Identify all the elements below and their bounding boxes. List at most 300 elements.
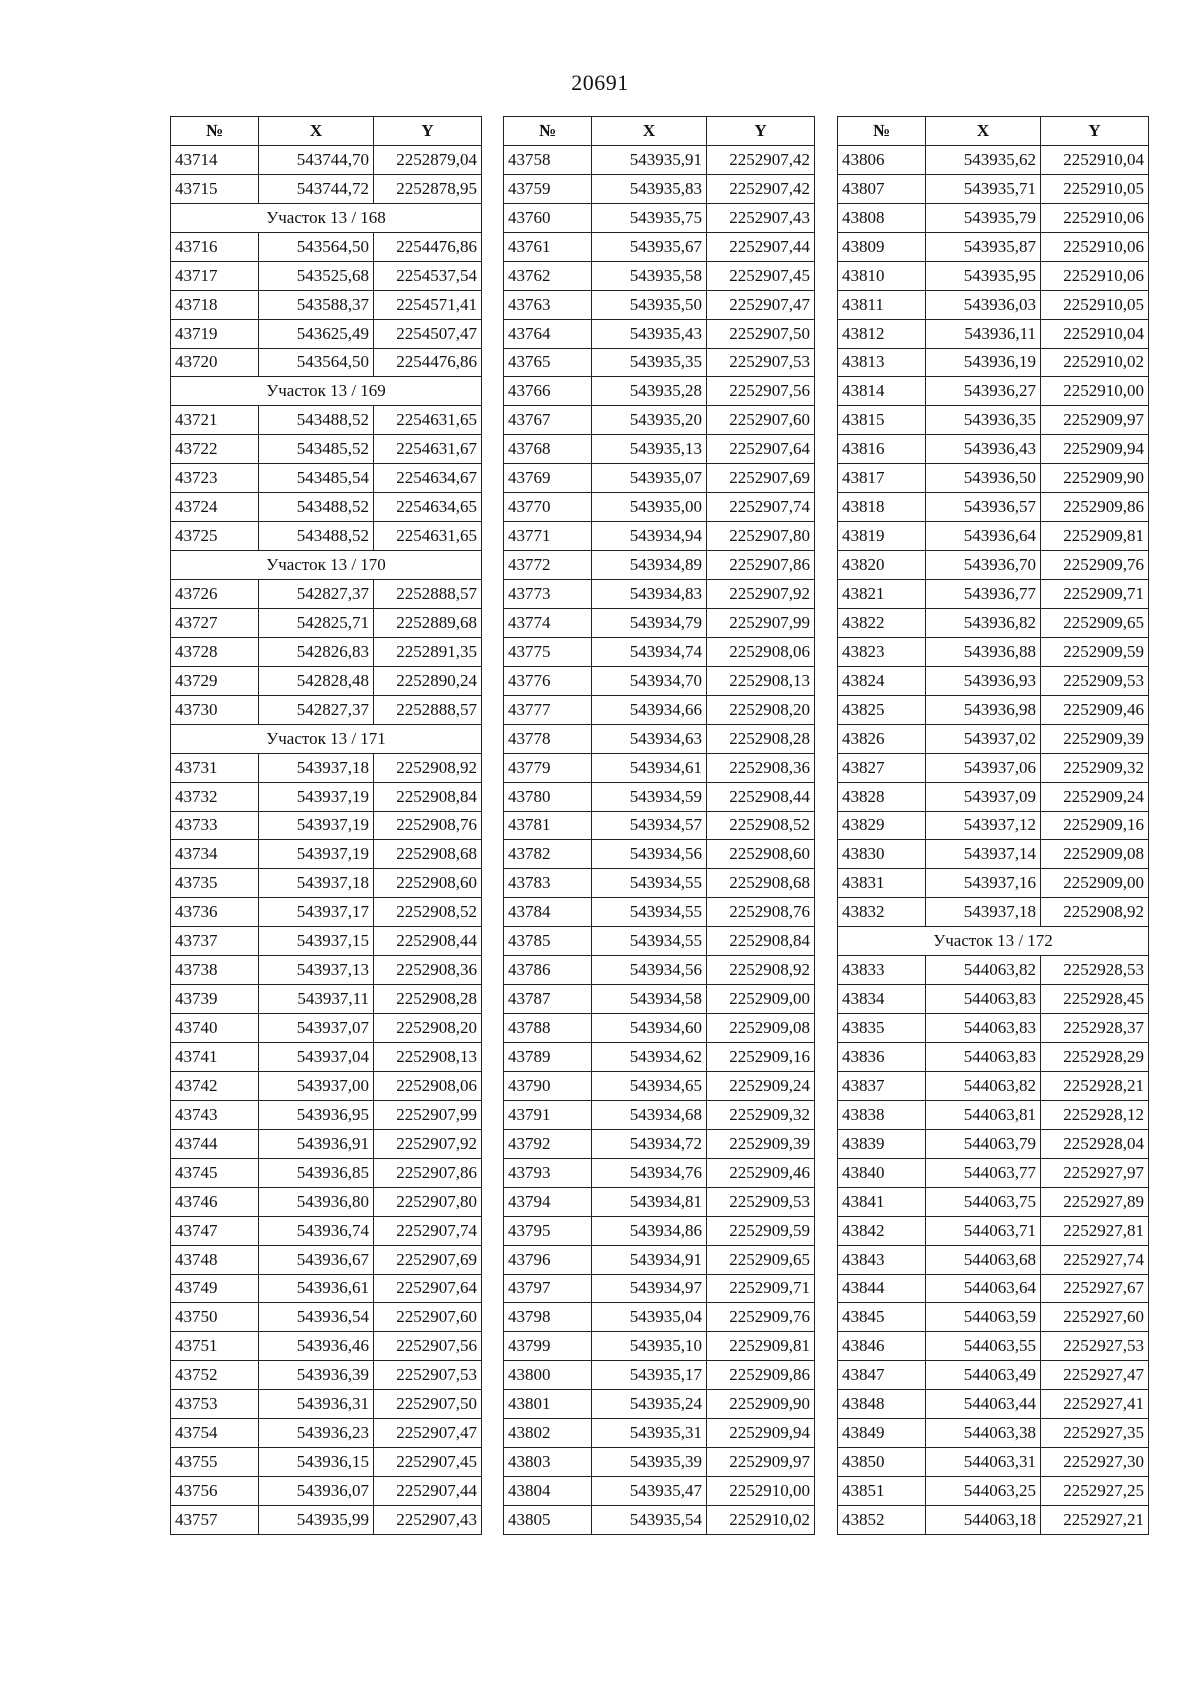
x-coordinate-cell: 543937,07	[259, 1014, 374, 1043]
y-coordinate-cell: 2252907,50	[707, 319, 815, 348]
y-coordinate-cell: 2252907,92	[374, 1129, 482, 1158]
x-coordinate-cell: 543934,79	[592, 608, 707, 637]
point-number-cell: 43815	[838, 406, 926, 435]
point-number-cell: 43824	[838, 666, 926, 695]
x-coordinate-cell: 543588,37	[259, 290, 374, 319]
point-number-cell: 43787	[504, 985, 592, 1014]
table-header	[838, 117, 1149, 146]
point-number-cell: 43777	[504, 695, 592, 724]
y-coordinate-cell: 2252908,92	[707, 956, 815, 985]
y-coordinate-cell: 2252907,92	[707, 580, 815, 609]
table-row	[171, 1129, 482, 1158]
y-coordinate-cell: 2252928,45	[1041, 985, 1149, 1014]
table-row	[504, 753, 815, 782]
y-coordinate-cell: 2252908,36	[707, 753, 815, 782]
x-coordinate-cell: 543934,72	[592, 1129, 707, 1158]
y-coordinate-cell: 2252910,05	[1041, 174, 1149, 203]
x-coordinate-cell: 543936,15	[259, 1448, 374, 1477]
page-number: 20691	[571, 70, 629, 95]
table-row	[504, 811, 815, 840]
table-row	[838, 232, 1149, 261]
x-coordinate-cell: 543935,50	[592, 290, 707, 319]
table-row	[838, 1071, 1149, 1100]
table-row	[838, 145, 1149, 174]
table-row	[504, 464, 815, 493]
y-coordinate-cell: 2252908,28	[707, 724, 815, 753]
y-coordinate-cell: 2254476,86	[374, 348, 482, 377]
point-number-cell: 43838	[838, 1100, 926, 1129]
point-number-cell: 43758	[504, 145, 592, 174]
section-row	[171, 203, 482, 232]
y-coordinate-cell: 2252907,47	[374, 1419, 482, 1448]
table-row	[838, 869, 1149, 898]
x-coordinate-cell: 543744,70	[259, 145, 374, 174]
x-coordinate-cell: 542828,48	[259, 666, 374, 695]
point-number-cell: 43773	[504, 580, 592, 609]
header-y: Y	[707, 117, 815, 146]
y-coordinate-cell: 2252908,76	[374, 811, 482, 840]
y-coordinate-cell: 2252909,59	[707, 1216, 815, 1245]
point-number-cell: 43814	[838, 377, 926, 406]
point-number-cell: 43796	[504, 1245, 592, 1274]
y-coordinate-cell: 2252907,53	[374, 1361, 482, 1390]
y-coordinate-cell: 2252890,24	[374, 666, 482, 695]
point-number-cell: 43792	[504, 1129, 592, 1158]
table-row	[171, 927, 482, 956]
table-row	[504, 1129, 815, 1158]
y-coordinate-cell: 2252908,36	[374, 956, 482, 985]
y-coordinate-cell: 2252908,20	[707, 695, 815, 724]
table-row	[504, 522, 815, 551]
x-coordinate-cell: 543937,18	[926, 898, 1041, 927]
y-coordinate-cell: 2252907,69	[374, 1245, 482, 1274]
table-row	[171, 232, 482, 261]
x-coordinate-cell: 543934,60	[592, 1014, 707, 1043]
x-coordinate-cell: 543936,91	[259, 1129, 374, 1158]
y-coordinate-cell: 2252909,16	[1041, 811, 1149, 840]
table-row	[171, 522, 482, 551]
point-number-cell: 43755	[171, 1448, 259, 1477]
table-row	[504, 580, 815, 609]
point-number-cell: 43719	[171, 319, 259, 348]
table-row	[838, 1419, 1149, 1448]
point-number-cell: 43845	[838, 1303, 926, 1332]
x-coordinate-cell: 543934,56	[592, 840, 707, 869]
point-number-cell: 43725	[171, 522, 259, 551]
table-row	[504, 1303, 815, 1332]
header-number: №	[504, 117, 592, 146]
x-coordinate-cell: 543625,49	[259, 319, 374, 348]
x-coordinate-cell: 543934,76	[592, 1158, 707, 1187]
table-row	[171, 985, 482, 1014]
y-coordinate-cell: 2252909,94	[707, 1419, 815, 1448]
point-number-cell: 43809	[838, 232, 926, 261]
y-coordinate-cell: 2252907,64	[707, 435, 815, 464]
table-row	[838, 898, 1149, 927]
table-row	[504, 1448, 815, 1477]
y-coordinate-cell: 2252891,35	[374, 637, 482, 666]
y-coordinate-cell: 2254507,47	[374, 319, 482, 348]
table-row	[171, 1390, 482, 1419]
point-number-cell: 43847	[838, 1361, 926, 1390]
point-number-cell: 43805	[504, 1506, 592, 1535]
point-number-cell: 43797	[504, 1274, 592, 1303]
x-coordinate-cell: 543937,15	[259, 927, 374, 956]
y-coordinate-cell: 2252910,04	[1041, 319, 1149, 348]
y-coordinate-cell: 2252927,47	[1041, 1361, 1149, 1390]
y-coordinate-cell: 2252909,46	[1041, 695, 1149, 724]
y-coordinate-cell: 2252907,47	[707, 290, 815, 319]
table-row	[838, 348, 1149, 377]
point-number-cell: 43789	[504, 1043, 592, 1072]
x-coordinate-cell: 543937,02	[926, 724, 1041, 753]
y-coordinate-cell: 2252927,35	[1041, 1419, 1149, 1448]
x-coordinate-cell: 544063,59	[926, 1303, 1041, 1332]
point-number-cell: 43839	[838, 1129, 926, 1158]
point-number-cell: 43825	[838, 695, 926, 724]
x-coordinate-cell: 543936,03	[926, 290, 1041, 319]
y-coordinate-cell: 2252878,95	[374, 174, 482, 203]
table-row	[504, 319, 815, 348]
point-number-cell: 43822	[838, 608, 926, 637]
table-row	[171, 174, 482, 203]
x-coordinate-cell: 543935,24	[592, 1390, 707, 1419]
point-number-cell: 43738	[171, 956, 259, 985]
table-row	[171, 493, 482, 522]
point-number-cell: 43746	[171, 1187, 259, 1216]
table-row	[504, 348, 815, 377]
table-row	[504, 637, 815, 666]
x-coordinate-cell: 543937,00	[259, 1071, 374, 1100]
y-coordinate-cell: 2254537,54	[374, 261, 482, 290]
y-coordinate-cell: 2252907,56	[707, 377, 815, 406]
y-coordinate-cell: 2252907,99	[707, 608, 815, 637]
y-coordinate-cell: 2252928,29	[1041, 1043, 1149, 1072]
point-number-cell: 43748	[171, 1245, 259, 1274]
y-coordinate-cell: 2252927,89	[1041, 1187, 1149, 1216]
y-coordinate-cell: 2252909,71	[1041, 580, 1149, 609]
point-number-cell: 43785	[504, 927, 592, 956]
x-coordinate-cell: 543937,19	[259, 840, 374, 869]
table-row	[838, 406, 1149, 435]
y-coordinate-cell: 2252927,30	[1041, 1448, 1149, 1477]
point-number-cell: 43782	[504, 840, 592, 869]
table-row	[838, 637, 1149, 666]
table-row	[171, 319, 482, 348]
y-coordinate-cell: 2252907,60	[707, 406, 815, 435]
table-row	[838, 724, 1149, 753]
point-number-cell: 43770	[504, 493, 592, 522]
table-row	[504, 782, 815, 811]
x-coordinate-cell: 544063,83	[926, 1043, 1041, 1072]
y-coordinate-cell: 2252909,86	[707, 1361, 815, 1390]
section-title: Участок 13 / 169	[171, 377, 482, 406]
section-title: Участок 13 / 172	[838, 927, 1149, 956]
point-number-cell: 43799	[504, 1332, 592, 1361]
y-coordinate-cell: 2254631,65	[374, 522, 482, 551]
x-coordinate-cell: 543935,20	[592, 406, 707, 435]
y-coordinate-cell: 2252909,59	[1041, 637, 1149, 666]
section-row	[171, 551, 482, 580]
point-number-cell: 43807	[838, 174, 926, 203]
point-number-cell: 43788	[504, 1014, 592, 1043]
x-coordinate-cell: 543935,87	[926, 232, 1041, 261]
x-coordinate-cell: 543934,94	[592, 522, 707, 551]
y-coordinate-cell: 2252907,56	[374, 1332, 482, 1361]
table-row	[838, 493, 1149, 522]
y-coordinate-cell: 2252910,02	[1041, 348, 1149, 377]
table-row	[504, 956, 815, 985]
y-coordinate-cell: 2252909,39	[707, 1129, 815, 1158]
y-coordinate-cell: 2252907,42	[707, 145, 815, 174]
point-number-cell: 43829	[838, 811, 926, 840]
table-row	[838, 811, 1149, 840]
y-coordinate-cell: 2252907,50	[374, 1390, 482, 1419]
point-number-cell: 43734	[171, 840, 259, 869]
header-y: Y	[374, 117, 482, 146]
table-row	[838, 1332, 1149, 1361]
table-row	[171, 782, 482, 811]
x-coordinate-cell: 543936,64	[926, 522, 1041, 551]
y-coordinate-cell: 2252910,04	[1041, 145, 1149, 174]
table-row	[171, 1477, 482, 1506]
point-number-cell: 43804	[504, 1477, 592, 1506]
y-coordinate-cell: 2252927,41	[1041, 1390, 1149, 1419]
y-coordinate-cell: 2252908,92	[374, 753, 482, 782]
y-coordinate-cell: 2252927,97	[1041, 1158, 1149, 1187]
y-coordinate-cell: 2252908,52	[374, 898, 482, 927]
table-row	[171, 753, 482, 782]
y-coordinate-cell: 2252910,02	[707, 1506, 815, 1535]
table-row	[504, 840, 815, 869]
table-body	[838, 145, 1149, 1534]
table-row	[838, 1361, 1149, 1390]
x-coordinate-cell: 543934,70	[592, 666, 707, 695]
point-number-cell: 43759	[504, 174, 592, 203]
point-number-cell: 43739	[171, 985, 259, 1014]
x-coordinate-cell: 543934,59	[592, 782, 707, 811]
y-coordinate-cell: 2252910,06	[1041, 232, 1149, 261]
y-coordinate-cell: 2252888,57	[374, 695, 482, 724]
x-coordinate-cell: 543936,80	[259, 1187, 374, 1216]
coordinates-table-3	[837, 116, 1149, 1535]
table-row	[504, 1477, 815, 1506]
y-coordinate-cell: 2252909,90	[1041, 464, 1149, 493]
point-number-cell: 43760	[504, 203, 592, 232]
point-number-cell: 43766	[504, 377, 592, 406]
x-coordinate-cell: 543934,62	[592, 1043, 707, 1072]
table-row	[838, 551, 1149, 580]
table-row	[171, 1245, 482, 1274]
y-coordinate-cell: 2252908,76	[707, 898, 815, 927]
point-number-cell: 43820	[838, 551, 926, 580]
point-number-cell: 43783	[504, 869, 592, 898]
table-row	[504, 406, 815, 435]
table-row	[838, 1100, 1149, 1129]
table-row	[504, 1216, 815, 1245]
point-number-cell: 43818	[838, 493, 926, 522]
x-coordinate-cell: 543485,52	[259, 435, 374, 464]
y-coordinate-cell: 2252909,24	[1041, 782, 1149, 811]
x-coordinate-cell: 544063,49	[926, 1361, 1041, 1390]
x-coordinate-cell: 543936,95	[259, 1100, 374, 1129]
y-coordinate-cell: 2252907,80	[374, 1187, 482, 1216]
table-row	[838, 695, 1149, 724]
table-row	[838, 840, 1149, 869]
x-coordinate-cell: 543935,04	[592, 1303, 707, 1332]
y-coordinate-cell: 2252910,00	[707, 1477, 815, 1506]
point-number-cell: 43740	[171, 1014, 259, 1043]
y-coordinate-cell: 2252907,42	[707, 174, 815, 203]
section-row	[171, 724, 482, 753]
x-coordinate-cell: 544063,81	[926, 1100, 1041, 1129]
x-coordinate-cell: 544063,77	[926, 1158, 1041, 1187]
point-number-cell: 43768	[504, 435, 592, 464]
point-number-cell: 43813	[838, 348, 926, 377]
x-coordinate-cell: 543935,83	[592, 174, 707, 203]
point-number-cell: 43784	[504, 898, 592, 927]
y-coordinate-cell: 2252908,68	[374, 840, 482, 869]
point-number-cell: 43808	[838, 203, 926, 232]
table-row	[504, 1361, 815, 1390]
section-title: Участок 13 / 168	[171, 203, 482, 232]
table-row	[838, 608, 1149, 637]
table-header	[504, 117, 815, 146]
y-coordinate-cell: 2252909,46	[707, 1158, 815, 1187]
point-number-cell: 43794	[504, 1187, 592, 1216]
x-coordinate-cell: 543936,77	[926, 580, 1041, 609]
x-coordinate-cell: 543934,58	[592, 985, 707, 1014]
y-coordinate-cell: 2252909,24	[707, 1071, 815, 1100]
y-coordinate-cell: 2252909,81	[1041, 522, 1149, 551]
table-row	[171, 1158, 482, 1187]
y-coordinate-cell: 2252909,94	[1041, 435, 1149, 464]
y-coordinate-cell: 2252907,45	[707, 261, 815, 290]
point-number-cell: 43767	[504, 406, 592, 435]
x-coordinate-cell: 543935,17	[592, 1361, 707, 1390]
y-coordinate-cell: 2252909,65	[707, 1245, 815, 1274]
table-row	[838, 319, 1149, 348]
table-row	[504, 1158, 815, 1187]
point-number-cell: 43811	[838, 290, 926, 319]
coordinates-table-1	[170, 116, 482, 1535]
y-coordinate-cell: 2252927,81	[1041, 1216, 1149, 1245]
point-number-cell: 43761	[504, 232, 592, 261]
table-row	[838, 1390, 1149, 1419]
table-row	[171, 840, 482, 869]
y-coordinate-cell: 2252927,21	[1041, 1506, 1149, 1535]
y-coordinate-cell: 2252910,00	[1041, 377, 1149, 406]
point-number-cell: 43848	[838, 1390, 926, 1419]
y-coordinate-cell: 2254631,65	[374, 406, 482, 435]
x-coordinate-cell: 544063,55	[926, 1332, 1041, 1361]
point-number-cell: 43764	[504, 319, 592, 348]
table-row	[504, 985, 815, 1014]
x-coordinate-cell: 543936,67	[259, 1245, 374, 1274]
point-number-cell: 43745	[171, 1158, 259, 1187]
y-coordinate-cell: 2252908,44	[707, 782, 815, 811]
x-coordinate-cell: 543936,93	[926, 666, 1041, 695]
y-coordinate-cell: 2252907,60	[374, 1303, 482, 1332]
point-number-cell: 43846	[838, 1332, 926, 1361]
y-coordinate-cell: 2252907,74	[707, 493, 815, 522]
table-row	[838, 174, 1149, 203]
y-coordinate-cell: 2252907,43	[374, 1506, 482, 1535]
table-row	[838, 1129, 1149, 1158]
point-number-cell: 43716	[171, 232, 259, 261]
point-number-cell: 43798	[504, 1303, 592, 1332]
x-coordinate-cell: 543934,89	[592, 551, 707, 580]
point-number-cell: 43800	[504, 1361, 592, 1390]
x-coordinate-cell: 543934,55	[592, 869, 707, 898]
y-coordinate-cell: 2252909,32	[1041, 753, 1149, 782]
point-number-cell: 43718	[171, 290, 259, 319]
y-coordinate-cell: 2252927,53	[1041, 1332, 1149, 1361]
point-number-cell: 43753	[171, 1390, 259, 1419]
point-number-cell: 43849	[838, 1419, 926, 1448]
point-number-cell: 43732	[171, 782, 259, 811]
point-number-cell: 43769	[504, 464, 592, 493]
x-coordinate-cell: 543934,68	[592, 1100, 707, 1129]
x-coordinate-cell: 543934,66	[592, 695, 707, 724]
y-coordinate-cell: 2252909,08	[707, 1014, 815, 1043]
table-row	[171, 811, 482, 840]
x-coordinate-cell: 543936,50	[926, 464, 1041, 493]
x-coordinate-cell: 542825,71	[259, 608, 374, 637]
table-row	[504, 145, 815, 174]
point-number-cell: 43816	[838, 435, 926, 464]
y-coordinate-cell: 2252927,67	[1041, 1274, 1149, 1303]
point-number-cell: 43741	[171, 1043, 259, 1072]
table-row	[838, 956, 1149, 985]
point-number-cell: 43793	[504, 1158, 592, 1187]
x-coordinate-cell: 543935,67	[592, 232, 707, 261]
x-coordinate-cell: 543936,74	[259, 1216, 374, 1245]
point-number-cell: 43715	[171, 174, 259, 203]
table-row	[171, 290, 482, 319]
x-coordinate-cell: 543934,65	[592, 1071, 707, 1100]
table-row	[838, 1303, 1149, 1332]
x-coordinate-cell: 543934,86	[592, 1216, 707, 1245]
y-coordinate-cell: 2252909,32	[707, 1100, 815, 1129]
point-number-cell: 43714	[171, 145, 259, 174]
table-row	[171, 869, 482, 898]
table-row	[838, 753, 1149, 782]
x-coordinate-cell: 543525,68	[259, 261, 374, 290]
x-coordinate-cell: 543488,52	[259, 493, 374, 522]
point-number-cell: 43836	[838, 1043, 926, 1072]
table-row	[838, 1158, 1149, 1187]
y-coordinate-cell: 2252910,06	[1041, 203, 1149, 232]
table-row	[838, 1043, 1149, 1072]
x-coordinate-cell: 544063,18	[926, 1506, 1041, 1535]
x-coordinate-cell: 543744,72	[259, 174, 374, 203]
x-coordinate-cell: 543936,88	[926, 637, 1041, 666]
table-body	[171, 145, 482, 1534]
x-coordinate-cell: 544063,83	[926, 985, 1041, 1014]
y-coordinate-cell: 2252908,13	[374, 1043, 482, 1072]
point-number-cell: 43823	[838, 637, 926, 666]
table-row	[171, 1100, 482, 1129]
point-number-cell: 43812	[838, 319, 926, 348]
x-coordinate-cell: 543936,98	[926, 695, 1041, 724]
table-row	[504, 1187, 815, 1216]
x-coordinate-cell: 543934,97	[592, 1274, 707, 1303]
x-coordinate-cell: 542826,83	[259, 637, 374, 666]
table-header	[171, 117, 482, 146]
table-row	[171, 406, 482, 435]
table-row	[838, 522, 1149, 551]
